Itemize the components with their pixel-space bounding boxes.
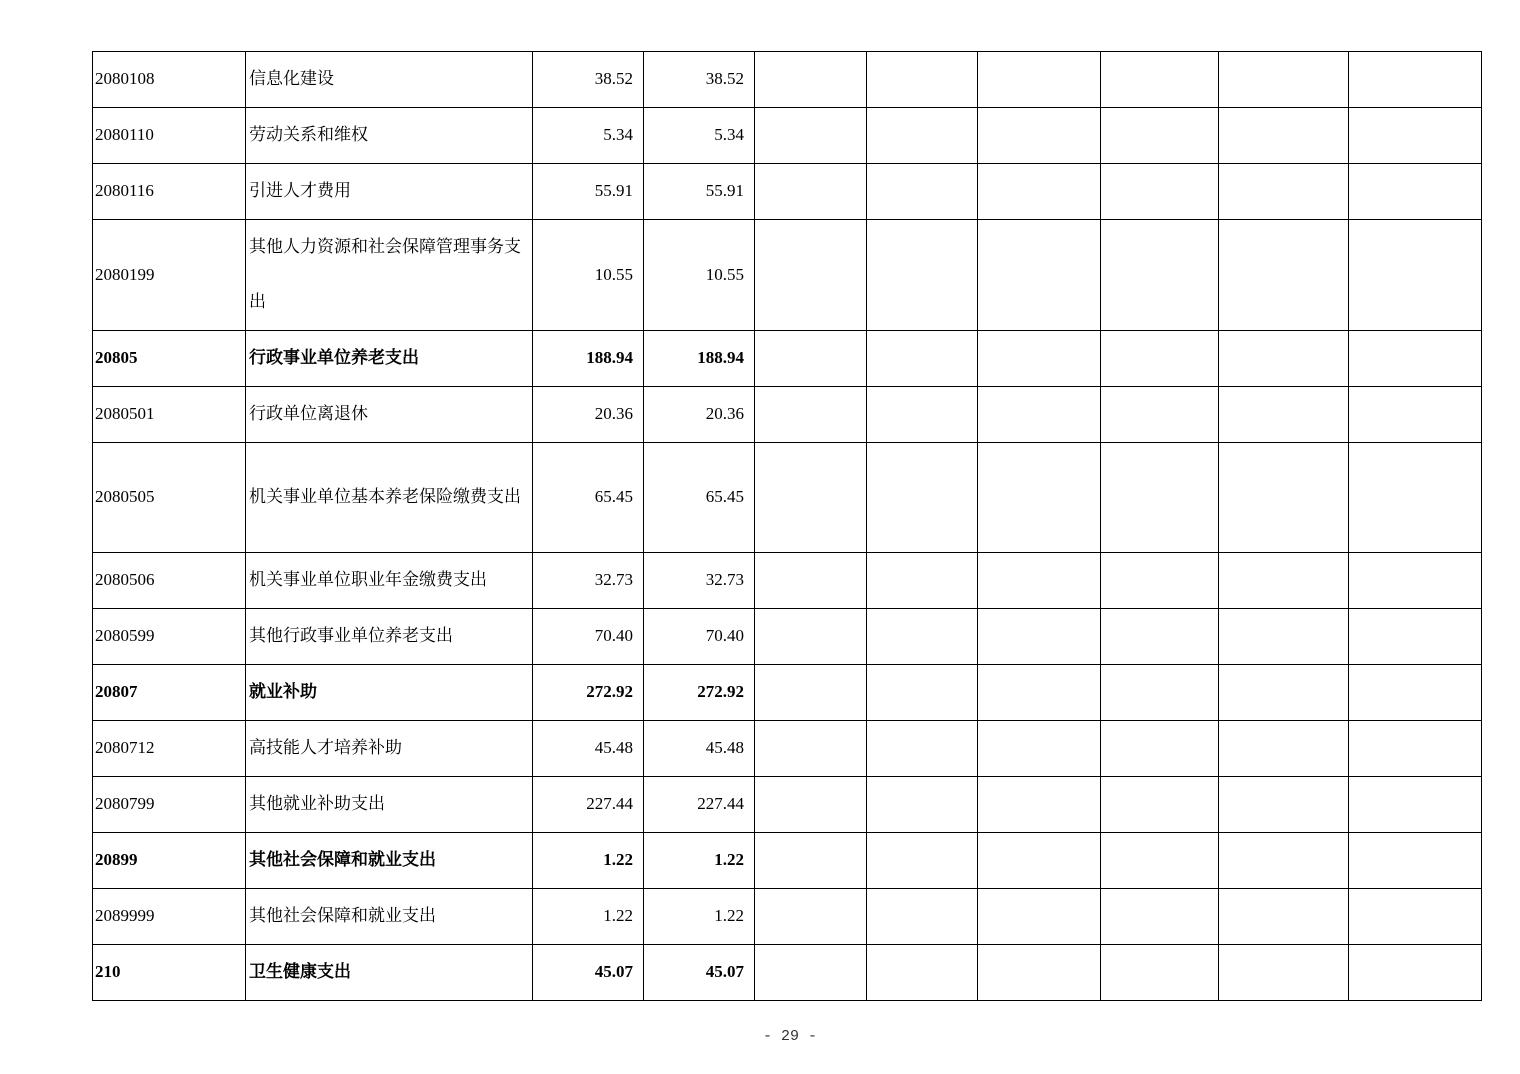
empty-cell xyxy=(1101,889,1219,945)
subject-name-cell xyxy=(246,833,533,889)
table-row xyxy=(93,164,1482,220)
empty-cell xyxy=(755,52,867,108)
empty-cell xyxy=(1219,553,1349,609)
total-amount-cell: 70.40 xyxy=(533,609,644,665)
empty-cell xyxy=(1349,52,1482,108)
total-amount-cell: 65.45 xyxy=(533,443,644,553)
empty-cell xyxy=(755,665,867,721)
subject-name-cell xyxy=(246,945,533,1001)
empty-cell xyxy=(1349,833,1482,889)
table-row xyxy=(93,777,1482,833)
table-row xyxy=(93,833,1482,889)
empty-cell xyxy=(867,665,978,721)
subject-name-cell xyxy=(246,443,533,553)
empty-cell xyxy=(1349,553,1482,609)
empty-cell xyxy=(1219,833,1349,889)
subject-name-text: 机关事业单位基本养老保险缴费支出 xyxy=(249,487,521,507)
empty-cell xyxy=(1219,331,1349,387)
table-row xyxy=(93,331,1482,387)
empty-cell xyxy=(978,945,1101,1001)
empty-cell xyxy=(1349,609,1482,665)
subject-name-cell xyxy=(246,387,533,443)
empty-cell xyxy=(755,387,867,443)
empty-cell xyxy=(867,220,978,331)
empty-cell xyxy=(1101,665,1219,721)
table-row xyxy=(93,721,1482,777)
empty-cell xyxy=(1349,387,1482,443)
empty-cell xyxy=(867,443,978,553)
empty-cell xyxy=(867,331,978,387)
subject-code-cell: 2080599 xyxy=(93,609,246,665)
empty-cell xyxy=(755,609,867,665)
amount-cell: 55.91 xyxy=(644,164,755,220)
empty-cell xyxy=(867,553,978,609)
subject-name-cell xyxy=(246,52,533,108)
empty-cell xyxy=(978,721,1101,777)
empty-cell xyxy=(1349,665,1482,721)
amount-cell: 5.34 xyxy=(644,108,755,164)
amount-cell: 272.92 xyxy=(644,665,755,721)
subject-name-text: 信息化建设 xyxy=(249,69,334,89)
subject-name-cell xyxy=(246,665,533,721)
total-amount-cell: 45.07 xyxy=(533,945,644,1001)
total-amount-cell: 32.73 xyxy=(533,553,644,609)
empty-cell xyxy=(867,609,978,665)
amount-cell: 20.36 xyxy=(644,387,755,443)
subject-code-cell: 2080116 xyxy=(93,164,246,220)
empty-cell xyxy=(755,164,867,220)
subject-name-text: 其他就业补助支出 xyxy=(249,794,385,814)
budget-table-body xyxy=(93,52,1482,1001)
empty-cell xyxy=(978,108,1101,164)
empty-cell xyxy=(755,721,867,777)
empty-cell xyxy=(978,777,1101,833)
empty-cell xyxy=(1219,108,1349,164)
subject-code-cell: 2089999 xyxy=(93,889,246,945)
amount-cell: 45.07 xyxy=(644,945,755,1001)
empty-cell xyxy=(867,833,978,889)
table-row xyxy=(93,945,1482,1001)
empty-cell xyxy=(1349,331,1482,387)
subject-name-text: 机关事业单位职业年金缴费支出 xyxy=(249,570,487,590)
subject-name-cell xyxy=(246,777,533,833)
table-row xyxy=(93,443,1482,553)
empty-cell xyxy=(978,609,1101,665)
amount-cell: 32.73 xyxy=(644,553,755,609)
empty-cell xyxy=(1219,665,1349,721)
table-row xyxy=(93,108,1482,164)
subject-name-text: 就业补助 xyxy=(249,682,317,702)
total-amount-cell: 1.22 xyxy=(533,889,644,945)
empty-cell xyxy=(978,387,1101,443)
empty-cell xyxy=(1219,443,1349,553)
empty-cell xyxy=(1349,945,1482,1001)
subject-code-cell: 210 xyxy=(93,945,246,1001)
empty-cell xyxy=(1101,721,1219,777)
empty-cell xyxy=(1101,777,1219,833)
empty-cell xyxy=(867,777,978,833)
empty-cell xyxy=(755,777,867,833)
empty-cell xyxy=(1101,609,1219,665)
empty-cell xyxy=(978,553,1101,609)
subject-code-cell: 2080799 xyxy=(93,777,246,833)
subject-name-cell xyxy=(246,331,533,387)
empty-cell xyxy=(978,164,1101,220)
empty-cell xyxy=(1101,945,1219,1001)
amount-cell: 1.22 xyxy=(644,833,755,889)
empty-cell xyxy=(867,721,978,777)
empty-cell xyxy=(1349,164,1482,220)
empty-cell xyxy=(1219,52,1349,108)
table-row xyxy=(93,665,1482,721)
empty-cell xyxy=(1219,220,1349,331)
subject-name-cell xyxy=(246,609,533,665)
subject-name-text: 其他社会保障和就业支出 xyxy=(249,906,436,926)
total-amount-cell: 55.91 xyxy=(533,164,644,220)
total-amount-cell: 45.48 xyxy=(533,721,644,777)
total-amount-cell: 20.36 xyxy=(533,387,644,443)
subject-code-cell: 20805 xyxy=(93,331,246,387)
subject-name-text: 其他社会保障和就业支出 xyxy=(249,850,436,870)
subject-code-cell: 2080199 xyxy=(93,220,246,331)
empty-cell xyxy=(755,220,867,331)
subject-name-text: 卫生健康支出 xyxy=(249,962,351,982)
empty-cell xyxy=(978,665,1101,721)
total-amount-cell: 10.55 xyxy=(533,220,644,331)
empty-cell xyxy=(867,945,978,1001)
amount-cell: 65.45 xyxy=(644,443,755,553)
amount-cell: 188.94 xyxy=(644,331,755,387)
table-row xyxy=(93,52,1482,108)
page-number: - 29 - xyxy=(762,1028,817,1045)
empty-cell xyxy=(1219,164,1349,220)
subject-name-cell xyxy=(246,889,533,945)
empty-cell xyxy=(1349,443,1482,553)
table-row xyxy=(93,889,1482,945)
subject-name-cell xyxy=(246,164,533,220)
subject-name-text: 其他行政事业单位养老支出 xyxy=(249,626,453,646)
table-row xyxy=(93,220,1482,331)
empty-cell xyxy=(1219,609,1349,665)
empty-cell xyxy=(1219,777,1349,833)
empty-cell xyxy=(978,833,1101,889)
empty-cell xyxy=(755,443,867,553)
empty-cell xyxy=(867,164,978,220)
empty-cell xyxy=(1101,387,1219,443)
budget-table xyxy=(92,51,1482,1001)
subject-code-cell: 20807 xyxy=(93,665,246,721)
subject-code-cell: 2080506 xyxy=(93,553,246,609)
total-amount-cell: 38.52 xyxy=(533,52,644,108)
empty-cell xyxy=(755,945,867,1001)
empty-cell xyxy=(1349,220,1482,331)
empty-cell xyxy=(755,553,867,609)
empty-cell xyxy=(1349,777,1482,833)
empty-cell xyxy=(1219,721,1349,777)
empty-cell xyxy=(978,220,1101,331)
amount-cell: 70.40 xyxy=(644,609,755,665)
total-amount-cell: 227.44 xyxy=(533,777,644,833)
subject-code-cell: 2080505 xyxy=(93,443,246,553)
subject-code-cell: 2080110 xyxy=(93,108,246,164)
empty-cell xyxy=(755,108,867,164)
empty-cell xyxy=(1219,945,1349,1001)
subject-code-cell: 20899 xyxy=(93,833,246,889)
subject-name-cell xyxy=(246,220,533,331)
empty-cell xyxy=(1101,164,1219,220)
amount-cell: 38.52 xyxy=(644,52,755,108)
subject-name-text: 引进人才费用 xyxy=(249,181,351,201)
empty-cell xyxy=(1101,331,1219,387)
empty-cell xyxy=(1349,889,1482,945)
empty-cell xyxy=(1101,443,1219,553)
empty-cell xyxy=(1219,387,1349,443)
empty-cell xyxy=(1101,833,1219,889)
empty-cell xyxy=(978,52,1101,108)
empty-cell xyxy=(1101,553,1219,609)
empty-cell xyxy=(1101,108,1219,164)
subject-name-cell xyxy=(246,721,533,777)
empty-cell xyxy=(755,833,867,889)
total-amount-cell: 5.34 xyxy=(533,108,644,164)
amount-cell: 45.48 xyxy=(644,721,755,777)
table-row xyxy=(93,609,1482,665)
empty-cell xyxy=(755,889,867,945)
amount-cell: 1.22 xyxy=(644,889,755,945)
subject-name-cell xyxy=(246,553,533,609)
table-row xyxy=(93,387,1482,443)
subject-name-text: 劳动关系和维权 xyxy=(249,125,368,145)
total-amount-cell: 188.94 xyxy=(533,331,644,387)
subject-code-cell: 2080501 xyxy=(93,387,246,443)
empty-cell xyxy=(978,443,1101,553)
empty-cell xyxy=(978,889,1101,945)
table-row xyxy=(93,553,1482,609)
total-amount-cell: 272.92 xyxy=(533,665,644,721)
subject-name-text: 高技能人才培养补助 xyxy=(249,738,402,758)
empty-cell xyxy=(1101,52,1219,108)
empty-cell xyxy=(1219,889,1349,945)
empty-cell xyxy=(867,387,978,443)
subject-code-cell: 2080712 xyxy=(93,721,246,777)
empty-cell xyxy=(1349,721,1482,777)
empty-cell xyxy=(867,889,978,945)
empty-cell xyxy=(978,331,1101,387)
empty-cell xyxy=(755,331,867,387)
subject-name-text: 行政事业单位养老支出 xyxy=(249,348,419,368)
empty-cell xyxy=(867,52,978,108)
amount-cell: 10.55 xyxy=(644,220,755,331)
subject-name-text: 行政单位离退休 xyxy=(249,404,368,424)
subject-code-cell: 2080108 xyxy=(93,52,246,108)
subject-name-cell xyxy=(246,108,533,164)
amount-cell: 227.44 xyxy=(644,777,755,833)
empty-cell xyxy=(1101,220,1219,331)
empty-cell xyxy=(867,108,978,164)
subject-name-text: 其他人力资源和社会保障管理事务支出 xyxy=(249,237,521,312)
empty-cell xyxy=(1349,108,1482,164)
total-amount-cell: 1.22 xyxy=(533,833,644,889)
